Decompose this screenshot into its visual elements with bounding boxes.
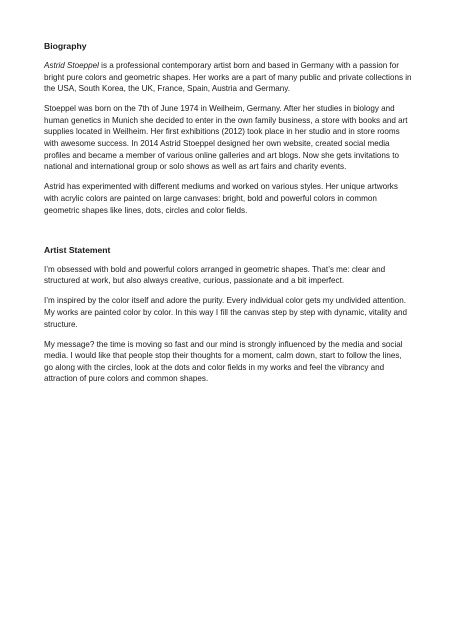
biography-intro-text: is a professional contemporary artist born and based in Germany with a passion for bright pure colors and geometric shapes. Her works are a part of many public and private collections in the USA, South Korea, the UK, France, Spain, Austria and Germany. — [44, 61, 412, 94]
biography-paragraph-3: Astrid has experimented with different mediums and worked on various styles. Her unique artworks with acrylic colors are painted on large canvases: bright, bold and powerful colors in common geometric shapes like lines, dots, circles and color fields. — [44, 182, 398, 215]
statement-paragraph-3: My message? the time is moving so fast and our mind is strongly influenced by the media and social media. I would like that people stop their thoughts for a moment, calm down, start to follow the lines, go along with the circles, look at the dots and color fields in my works and feel the vibrancy and attraction of pure colors and common shapes. — [44, 339, 403, 384]
artist-statement-heading: Artist Statement — [44, 244, 111, 255]
biography-section — [44, 41, 412, 216]
document-page — [44, 41, 412, 393]
statement-paragraph-2: I’m inspired by the color itself and adore the purity. Every individual color gets my undivided attention. My works are painted color by color. In this way I fill the canvas step by step with dynamic, vitality and structure. — [44, 296, 408, 329]
biography-paragraph-2: Stoeppel was born on the 7th of June 1974 in Weilheim, Germany. After her studies in biology and human genetics in Munich she decided to enter in the own family business, a store with books and art supplies located in Weilheim. Her first exhibitions (2012) took place in her studio and in store rooms with awesome success. In 2014 Astrid Stoeppel designed her own website, created social media profiles and became a member of various online galleries and art blogs. Now she gets invitations to national and international group or solo shows as well as art fairs and charity events. — [44, 104, 408, 172]
artist-statement-section — [44, 245, 412, 385]
section-spacer — [44, 225, 412, 245]
biography-intro-paragraph — [44, 60, 412, 95]
statement-paragraph-1: I’m obsessed with bold and powerful colors arranged in geometric shapes. That’s me: clear and structured at work, but also always creative, curious, passionate and a bit imperfect. — [44, 264, 386, 286]
artist-name: Astrid Stoeppel — [44, 61, 99, 70]
biography-heading: Biography — [44, 41, 87, 51]
